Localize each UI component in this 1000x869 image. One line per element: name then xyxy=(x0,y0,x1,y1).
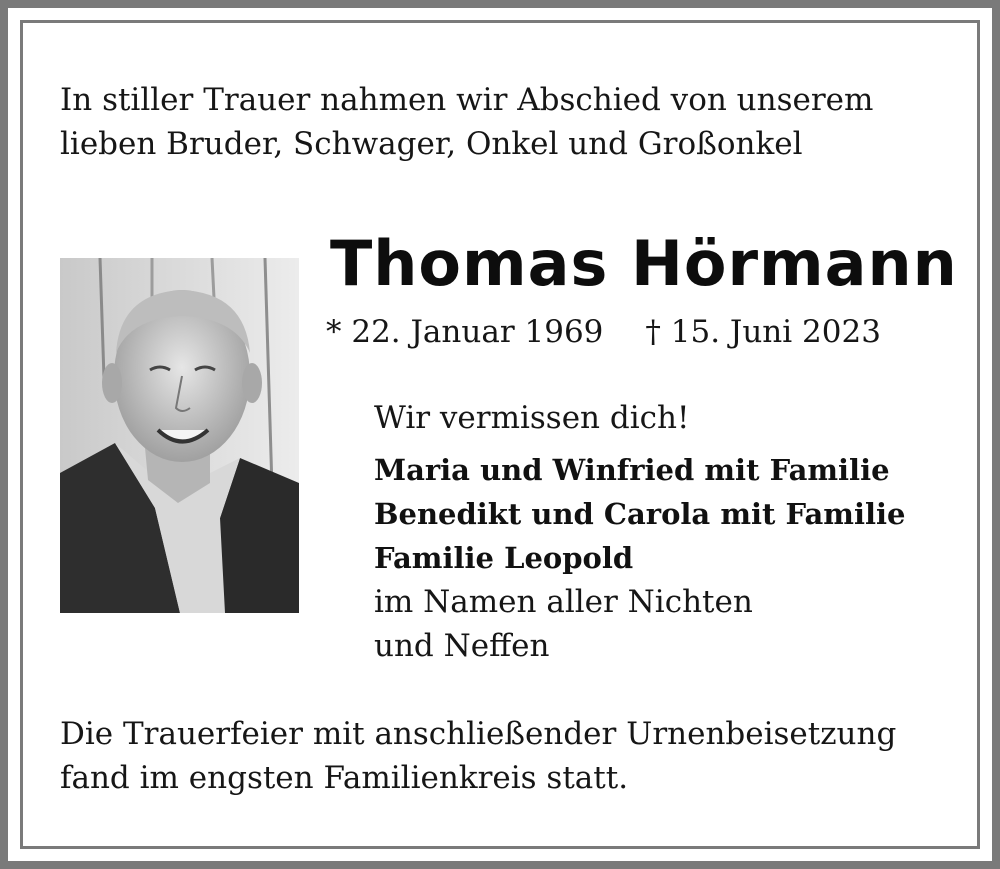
funeral-info-line: fand im engsten Familienkreis statt. xyxy=(60,760,629,796)
intro-text xyxy=(60,78,873,166)
funeral-info-line: Die Trauerfeier mit anschließender Urnenbeisetzung xyxy=(60,716,897,752)
mourners-note xyxy=(374,580,753,668)
mourners-list xyxy=(374,448,906,580)
farewell-message: Wir vermissen dich! xyxy=(374,400,690,436)
intro-line: lieben Bruder, Schwager, Onkel und Großonkel xyxy=(60,126,803,162)
deceased-name: Thomas Hörmann xyxy=(330,227,958,300)
funeral-info xyxy=(60,712,896,800)
portrait-photo xyxy=(60,258,299,613)
mourner-entry: Maria und Winfried mit Familie xyxy=(374,453,890,487)
life-dates xyxy=(326,310,881,354)
intro-line: In stiller Trauer nahmen wir Abschied von unserem xyxy=(60,82,874,118)
death-date: † 15. Juni 2023 xyxy=(645,314,881,350)
birth-date: * 22. Januar 1969 xyxy=(326,314,604,350)
mourner-entry: Benedikt und Carola mit Familie xyxy=(374,497,906,531)
portrait-illustration xyxy=(60,258,299,613)
mourners-note-line: und Neffen xyxy=(374,628,550,664)
mourner-entry: Familie Leopold xyxy=(374,541,634,575)
mourners-note-line: im Namen aller Nichten xyxy=(374,584,753,620)
